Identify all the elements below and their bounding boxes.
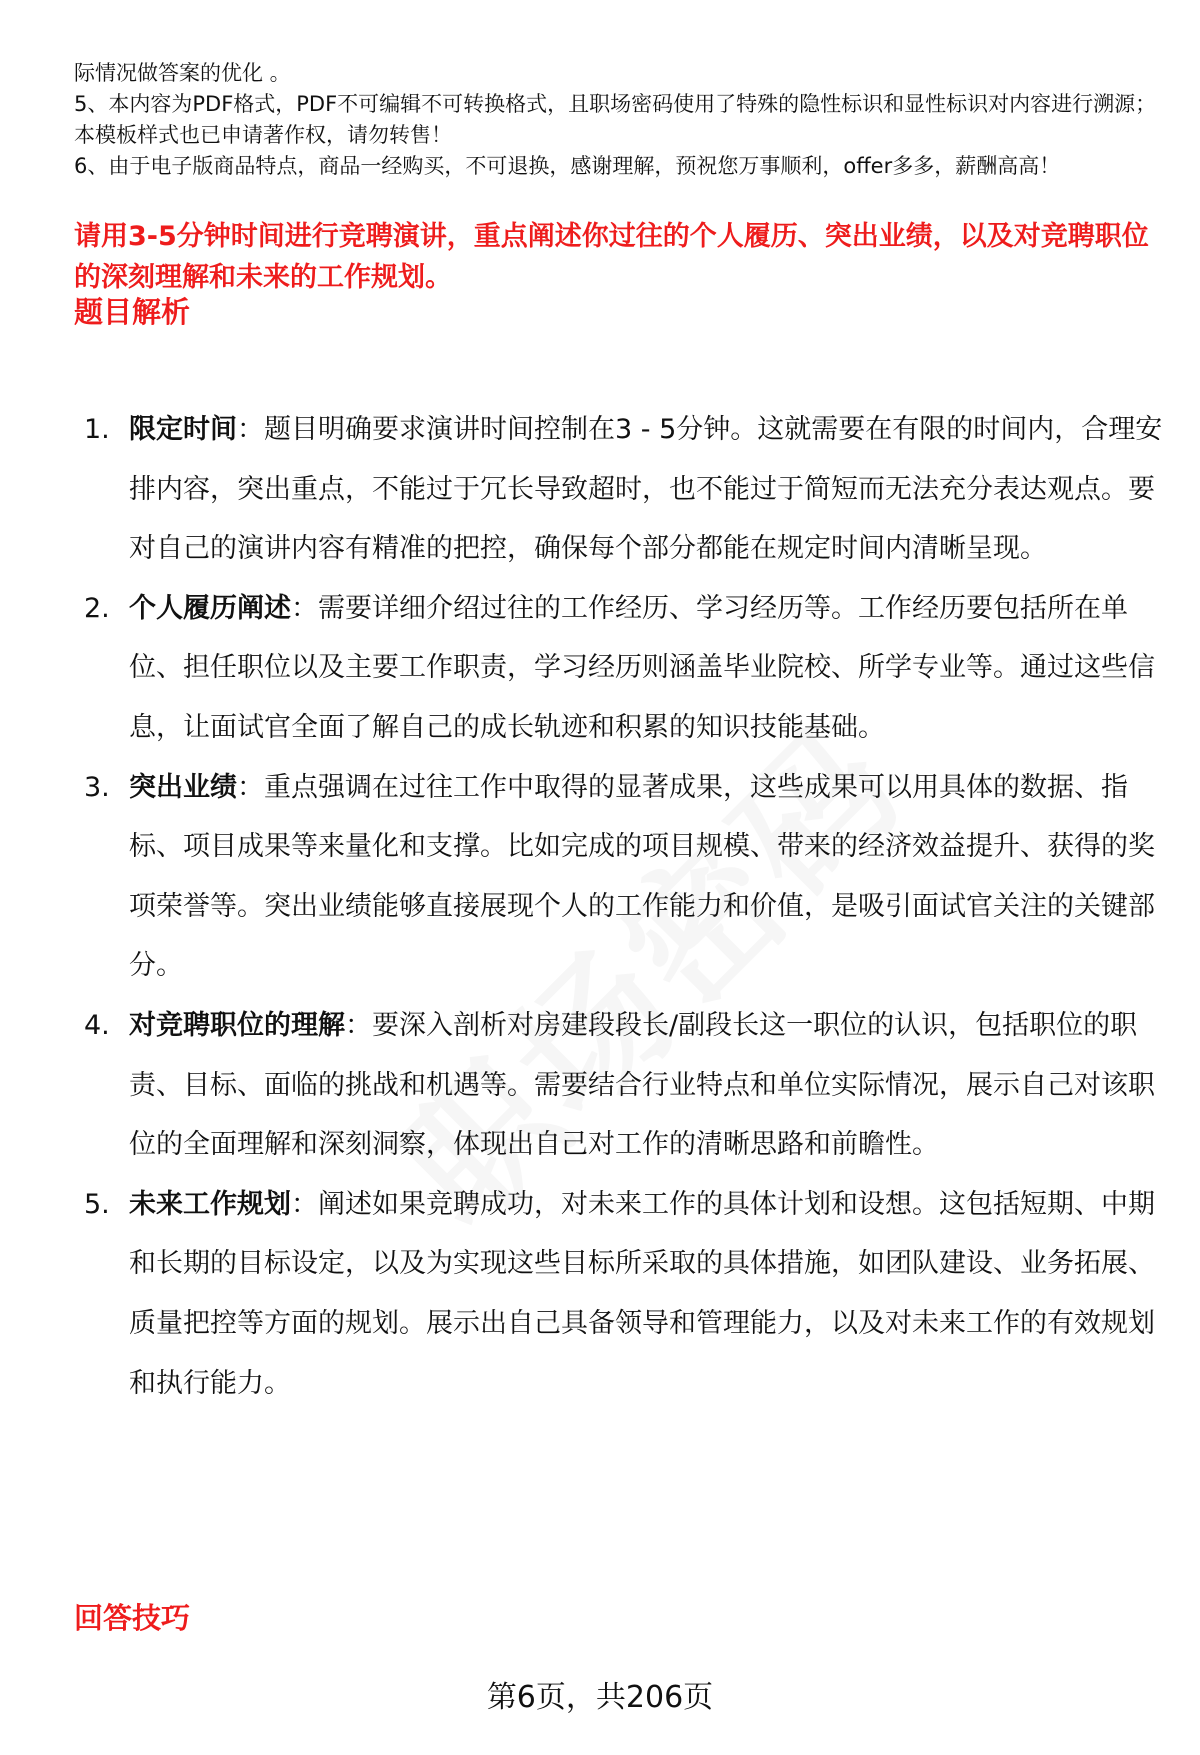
notes-block [74, 58, 1164, 182]
section-title-tips: 回答技巧 [74, 1601, 191, 1635]
item-body: ：题目明确要求演讲时间控制在3 - 5分钟。这就需要在有限的时间内，合理安排内容，突出重点，不能过于冗长导致超时，也不能过于简短而无法充分表达观点。要对自己的演讲内容有精准的把控，确保每个部分都能在规定时间内清晰呈现。 [129, 414, 1163, 565]
item-heading: 限定时间 [129, 414, 237, 445]
item-number: 5. [84, 1188, 110, 1220]
item-heading: 突出业绩 [129, 771, 237, 803]
list-item [74, 758, 1164, 996]
section-title-analysis: 题目解析 [74, 295, 191, 329]
item-heading: 个人履历阐述 [129, 592, 291, 624]
list-item [74, 996, 1164, 1175]
item-number: 1. [84, 414, 110, 445]
item-body: ：需要详细介绍过往的工作经历、学习经历等。工作经历要包括所在单位、担任职位以及主要工作职责，学习经历则涵盖毕业院校、所学专业等。通过这些信息，让面试官全面了解自己的成长轨迹和积累的知识技能基础。 [129, 592, 1155, 743]
list-item [74, 579, 1164, 758]
item-body: ：阐述如果竞聘成功，对未来工作的具体计划和设想。这包括短期、中期和长期的目标设定，以及为实现这些目标所采取的具体措施，如团队建设、业务拓展、质量把控等方面的规划。展示出自己具备领导和管理能力，以及对未来工作的有效规划和执行能力。 [129, 1188, 1155, 1399]
list-item [74, 1175, 1164, 1413]
list-item [74, 400, 1164, 579]
note-line: 6、由于电子版商品特点，商品一经购买，不可退换，感谢理解，预祝您万事顺利，offer多多，薪酬高高！ [74, 154, 1061, 178]
item-heading: 对竞聘职位的理解 [129, 1009, 345, 1041]
question-heading: 请用3-5分钟时间进行竞聘演讲，重点阐述你过往的个人履历、突出业绩，以及对竞聘职位的深刻理解和未来的工作规划。 [74, 221, 1149, 293]
item-number: 3. [84, 771, 110, 803]
page-number: 第6页，共206页 [486, 1680, 714, 1715]
analysis-list [74, 400, 1164, 1413]
item-number: 4. [84, 1009, 110, 1041]
item-body: ：要深入剖析对房建段段长/副段长这一职位的认识，包括职位的职责、目标、面临的挑战和机遇等。需要结合行业特点和单位实际情况，展示自己对该职位的全面理解和深刻洞察，体现出自己对工作的清晰思路和前瞻性。 [129, 1009, 1155, 1161]
item-body: ：重点强调在过往工作中取得的显著成果，这些成果可以用具体的数据、指标、项目成果等来量化和支撑。比如完成的项目规模、带来的经济效益提升、获得的奖项荣誉等。突出业绩能够直接展现个人的工作能力和价值，是吸引面试官关注的关键部分。 [129, 771, 1155, 982]
note-line: 际情况做答案的优化 。 [74, 61, 291, 85]
item-heading: 未来工作规划 [129, 1188, 291, 1220]
note-line: 5、本内容为PDF格式，PDF不可编辑不可转换格式，且职场密码使用了特殊的隐性标识和显性标识对内容进行溯源；本模板样式也已申请著作权，请勿转售！ [74, 92, 1157, 147]
item-number: 2. [84, 592, 110, 624]
